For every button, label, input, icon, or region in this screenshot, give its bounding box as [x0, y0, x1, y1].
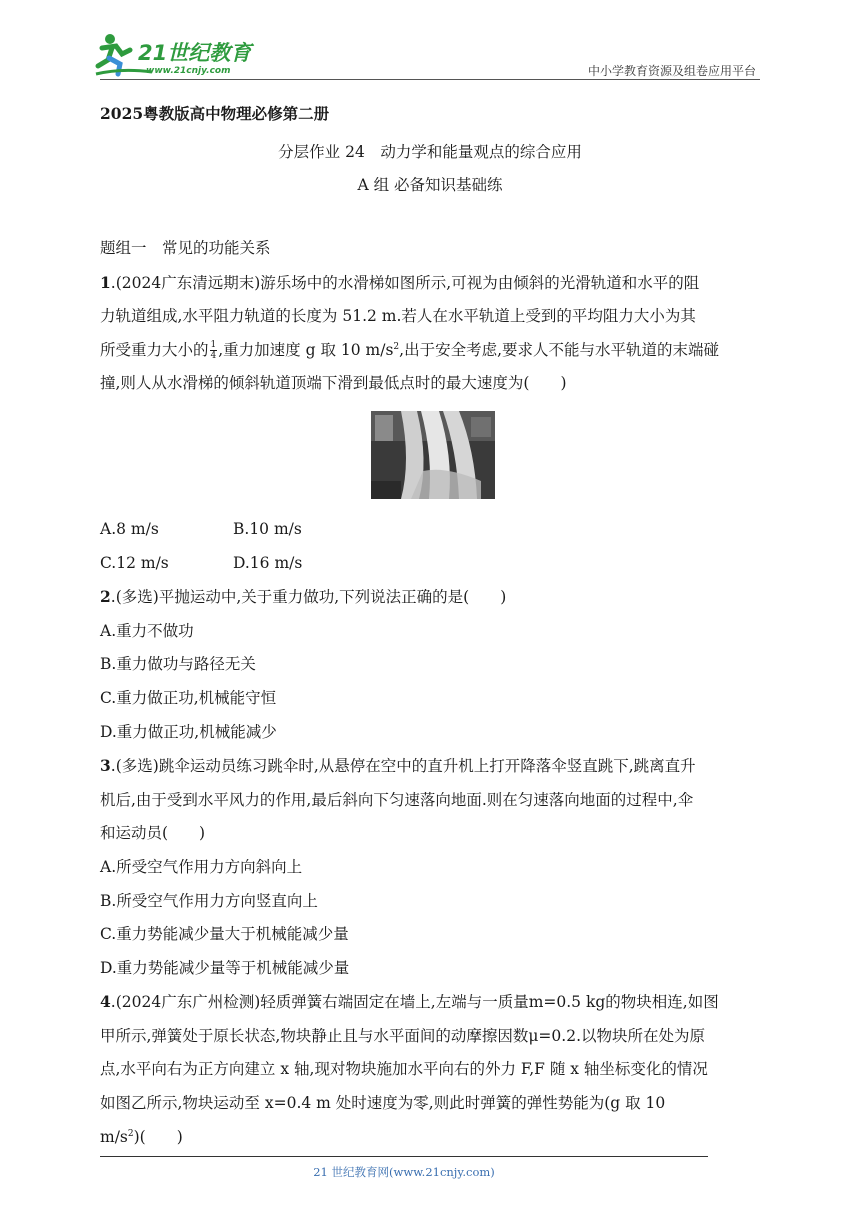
q2-option-a[interactable]: A.重力不做功 — [100, 621, 194, 640]
question-1-line-3: 所受重力大小的 $\frac{1}{4}$ ,重力加速度 g 取 10 $m/s^2$,出于安全考虑,要求人不能与水平轨道的末端碰 — [100, 340, 719, 362]
q3-option-a[interactable]: A.所受空气作用力方向斜向上 — [100, 857, 303, 876]
question-3-line-2: 机后,由于受到水平风力的作用,最后斜向下匀速落向地面.则在匀速落向地面的过程中,伞 — [100, 790, 694, 809]
question-2-stem: 2.(多选)平抛运动中,关于重力做功,下列说法正确的是( ) — [100, 587, 507, 607]
q1-option-c[interactable]: C.12 m/s — [100, 553, 169, 572]
question-1-line-4: 撞,则人从水滑梯的倾斜轨道顶端下滑到最低点时的最大速度为( ) — [100, 374, 567, 393]
header-divider — [100, 79, 760, 80]
assignment-title: 分层作业 24 动力学和能量观点的综合应用 — [278, 143, 582, 161]
question-4-line-2: 甲所示,弹簧处于原长状态,物块静止且与水平面间的动摩擦因数μ=0.2.以物块所在处为原 — [100, 1026, 705, 1045]
question-1-options-row-1 — [100, 513, 765, 547]
footer-divider — [100, 1156, 708, 1157]
q3-option-d[interactable]: D.重力势能减少量等于机械能减少量 — [100, 958, 350, 977]
q1-option-a[interactable]: A.8 m/s — [100, 519, 159, 538]
q1-option-d[interactable]: D.16 m/s — [233, 553, 303, 572]
platform-name: 中小学教育资源及组卷应用平台 — [587, 64, 756, 78]
logo-text: 21世纪教育 — [138, 41, 252, 65]
book-title: 2025粤教版高中物理必修第二册 — [100, 104, 330, 123]
runner-logo-icon — [92, 30, 262, 78]
question-1-number: 1 — [100, 272, 111, 292]
site-logo — [92, 30, 262, 78]
question-4-line-1: 4.(2024广东广州检测)轻质弹簧右端固定在墙上,左端与一质量m=0.5 kg的物块相连,如图 — [100, 992, 719, 1012]
water-slide-figure — [100, 401, 765, 513]
question-4-line-3: 点,水平向右为正方向建立 x 轴,现对物块施加水平向右的外力 F,F 随 x 轴坐标变化的情况 — [100, 1060, 708, 1079]
q3-option-c[interactable]: C.重力势能减少量大于机械能减少量 — [100, 925, 349, 944]
question-3-line-1: 3.(多选)跳伞运动员练习跳伞时,从悬停在空中的直升机上打开降落伞竖直跳下,跳离直升 — [100, 756, 696, 776]
question-4-number: 4 — [100, 992, 111, 1012]
question-1-line-1: 1.(2024广东清远期末)游乐场中的水滑梯如图所示,可视为由倾斜的光滑轨道和水平的阻 — [100, 272, 700, 292]
q3-option-b[interactable]: B.所受空气作用力方向竖直向上 — [100, 891, 318, 910]
footer-link[interactable]: 21 世纪教育网(www.21cnjy.com) — [313, 1165, 495, 1179]
water-slide-photo — [371, 411, 495, 499]
question-1-options-row-2 — [100, 547, 765, 581]
question-2-number: 2 — [100, 587, 111, 607]
question-3-number: 3 — [100, 756, 111, 776]
logo-url: www.21cnjy.com — [146, 66, 231, 76]
q1-option-b[interactable]: B.10 m/s — [233, 519, 302, 538]
group-title: A 组 必备知识基础练 — [357, 176, 503, 194]
q2-option-c[interactable]: C.重力做正功,机械能守恒 — [100, 688, 277, 707]
question-1-line-2: 力轨道组成,水平阻力轨道的长度为 51.2 m.若人在水平轨道上受到的平均阻力大小为其 — [100, 307, 696, 326]
fraction-one-quarter: $\frac{1}{4}$ — [210, 340, 217, 362]
q2-option-b[interactable]: B.重力做功与路径无关 — [100, 655, 256, 674]
section-title: 题组一 常见的功能关系 — [100, 239, 271, 257]
question-3-line-3: 和运动员( ) — [100, 824, 206, 843]
q2-option-d[interactable]: D.重力做正功,机械能减少 — [100, 722, 277, 741]
question-content — [100, 232, 765, 1154]
question-4-line-4: 如图乙所示,物块运动至 x=0.4 m 处时速度为零,则此时弹簧的弹性势能为(g 取 10 — [100, 1094, 666, 1113]
question-4-line-5: $m/s^2$)( ) — [100, 1127, 183, 1146]
